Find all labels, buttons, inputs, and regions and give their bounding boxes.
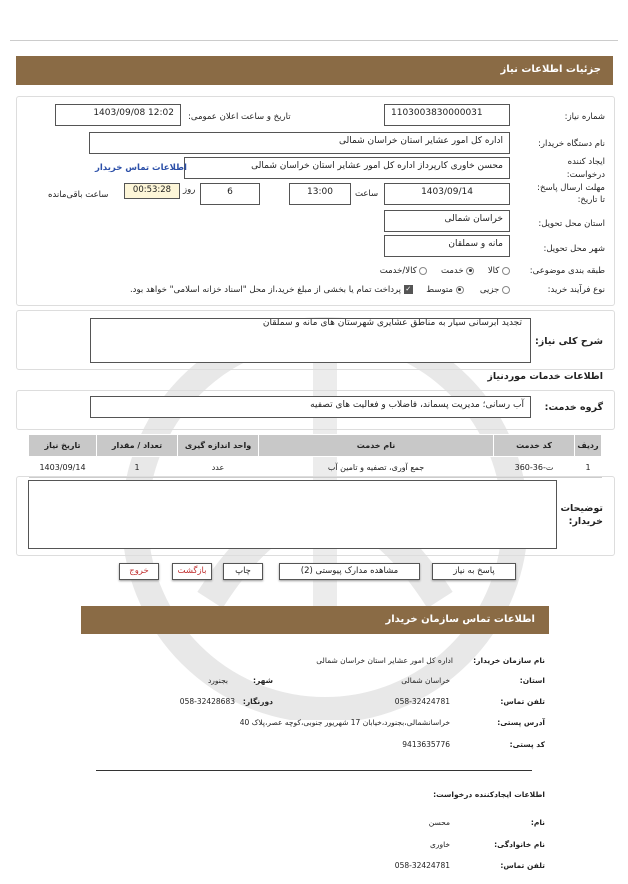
services-table-header — [29, 435, 602, 457]
radio-goods-service[interactable] — [419, 267, 427, 275]
contact-org-label: نام سازمان خریدار: — [473, 656, 545, 665]
col-name: نام خدمت — [259, 435, 494, 457]
remaining-label: ساعت باقی‌مانده — [48, 190, 109, 200]
creator-label: ایجاد کننده درخواست: — [566, 157, 605, 180]
radio-medium[interactable] — [456, 286, 464, 294]
process-label: نوع فرآیند خرید: — [547, 285, 605, 295]
deadline-time-field: 13:00 — [289, 183, 351, 205]
creator-info-title: اطلاعات ایجادکننده درخواست: — [433, 790, 545, 799]
deadline-date-field: 1403/09/14 — [384, 183, 510, 205]
contact-postal: 9413635776 — [402, 740, 450, 749]
creator-phone: 058-32424781 — [394, 861, 450, 870]
contact-divider — [96, 770, 532, 771]
buyer-org-label: نام دستگاه خریدار: — [538, 139, 605, 149]
last-name-label: نام خانوادگی: — [494, 840, 545, 849]
summary-label: شرح کلی نیاز: — [534, 336, 603, 347]
services-title: اطلاعات خدمات موردنیاز — [487, 371, 603, 382]
page-title: جزئیات اطلاعات نیاز — [16, 56, 613, 85]
city-field: مانه و سملقان — [384, 235, 510, 257]
cell-date: 1403/09/14 — [29, 457, 97, 478]
cell-qty: 1 — [97, 457, 178, 478]
contact-postal-label: کد پستی: — [509, 740, 545, 749]
first-name-label: نام: — [530, 818, 545, 827]
deadline-label: مهلت ارسال پاسخ: تا تاریخ: — [537, 183, 605, 205]
col-code: کد خدمت — [494, 435, 575, 457]
back-button[interactable]: بازگشت — [172, 563, 212, 580]
radio-service[interactable] — [466, 267, 474, 275]
contact-city: بجنورد — [207, 676, 228, 685]
col-date: تاریخ نیاز — [29, 435, 97, 457]
contact-phone-label: تلفن تماس: — [500, 697, 545, 706]
time-label: ساعت — [355, 189, 379, 199]
treasury-checkbox[interactable]: ✓ — [405, 285, 412, 293]
contact-fax: 058-32428683 — [179, 697, 235, 706]
cell-unit: عدد — [178, 457, 259, 478]
col-unit: واحد اندازه گیری — [178, 435, 259, 457]
last-name: خاوری — [429, 840, 450, 849]
radio-goods[interactable] — [502, 267, 510, 275]
province-label: استان محل تحویل: — [538, 219, 605, 229]
contact-phone: 058-32424781 — [394, 697, 450, 706]
services-table — [28, 434, 602, 478]
print-button[interactable]: چاپ — [223, 563, 263, 580]
contact-province-label: استان: — [519, 676, 545, 685]
creator-field: محسن خاوری کارپرداز اداره کل امور عشایر استان خراسان شمالی — [184, 157, 510, 179]
need-number-field: 1103003830000031 — [384, 104, 510, 126]
cell-row: 1 — [575, 457, 602, 478]
col-row: ردیف — [575, 435, 602, 457]
summary-field: تجدید آبرسانی سیار به مناطق عشایری شهرستان های مانه و سملقان — [90, 318, 531, 363]
city-label: شهر محل تحویل: — [543, 244, 605, 254]
contact-address-label: آدرس پستی: — [497, 718, 545, 727]
col-qty: تعداد / مقدار — [97, 435, 178, 457]
contact-fax-label: دورنگار: — [242, 697, 273, 706]
days-label: روز — [183, 185, 196, 195]
need-number-label: شماره نیاز: — [564, 112, 605, 122]
service-group-field: آب رسانی؛ مدیریت پسماند، فاضلاب و فعالیت های تصفیه — [90, 396, 531, 418]
creator-phone-label: تلفن تماس: — [500, 861, 545, 870]
contact-province: خراسان شمالی — [401, 676, 450, 685]
reply-button[interactable]: پاسخ به نیاز — [432, 563, 516, 580]
exit-button[interactable]: خروج — [119, 563, 159, 580]
days-field: 6 — [200, 183, 260, 205]
process-options: جزیی متوسط ✓ پرداخت تمام یا بخشی از مبلغ خرید،از محل "اسناد خزانه اسلامی" خواهد بود. — [130, 285, 510, 295]
remaining-timer: 00:53:28 — [124, 183, 180, 199]
top-divider — [10, 40, 618, 41]
table-row — [29, 457, 602, 478]
buyer-notes-label: توضیحات خریدار: — [560, 503, 603, 527]
announce-date-label: تاریخ و ساعت اعلان عمومی: — [188, 112, 291, 122]
buyer-notes-field — [28, 480, 557, 549]
service-group-label: گروه خدمت: — [544, 402, 603, 413]
attachments-button[interactable]: مشاهده مدارک پیوستی (2) — [279, 563, 420, 580]
contact-title: اطلاعات تماس سازمان خریدار — [81, 606, 549, 634]
category-options: کالا خدمت کالا/خدمت — [380, 266, 510, 276]
payment-note: پرداخت تمام یا بخشی از مبلغ خرید،از محل "اسناد خزانه اسلامی" خواهد بود. — [129, 285, 402, 295]
cell-code: ت-36-360 — [494, 457, 575, 478]
announce-date-field: 1403/09/08 12:02 — [55, 104, 181, 126]
contact-city-label: شهر: — [253, 676, 273, 685]
cell-name: جمع آوری، تصفیه و تامین آب — [259, 457, 494, 478]
buyer-org-field: اداره کل امور عشایر استان خراسان شمالی — [89, 132, 510, 154]
province-field: خراسان شمالی — [384, 210, 510, 232]
first-name: محسن — [428, 818, 450, 827]
buyer-contact-link[interactable]: اطلاعات تماس خریدار — [95, 163, 187, 173]
category-label: طبقه بندی موضوعی: — [529, 266, 605, 276]
contact-org: اداره کل امور عشایر استان خراسان شمالی — [316, 656, 453, 665]
contact-address: خراسانشمالی،بجنورد،خیابان 17 شهریور جنوبی،کوچه عصر،پلاک 40 — [239, 718, 450, 727]
radio-minor[interactable] — [502, 286, 510, 294]
